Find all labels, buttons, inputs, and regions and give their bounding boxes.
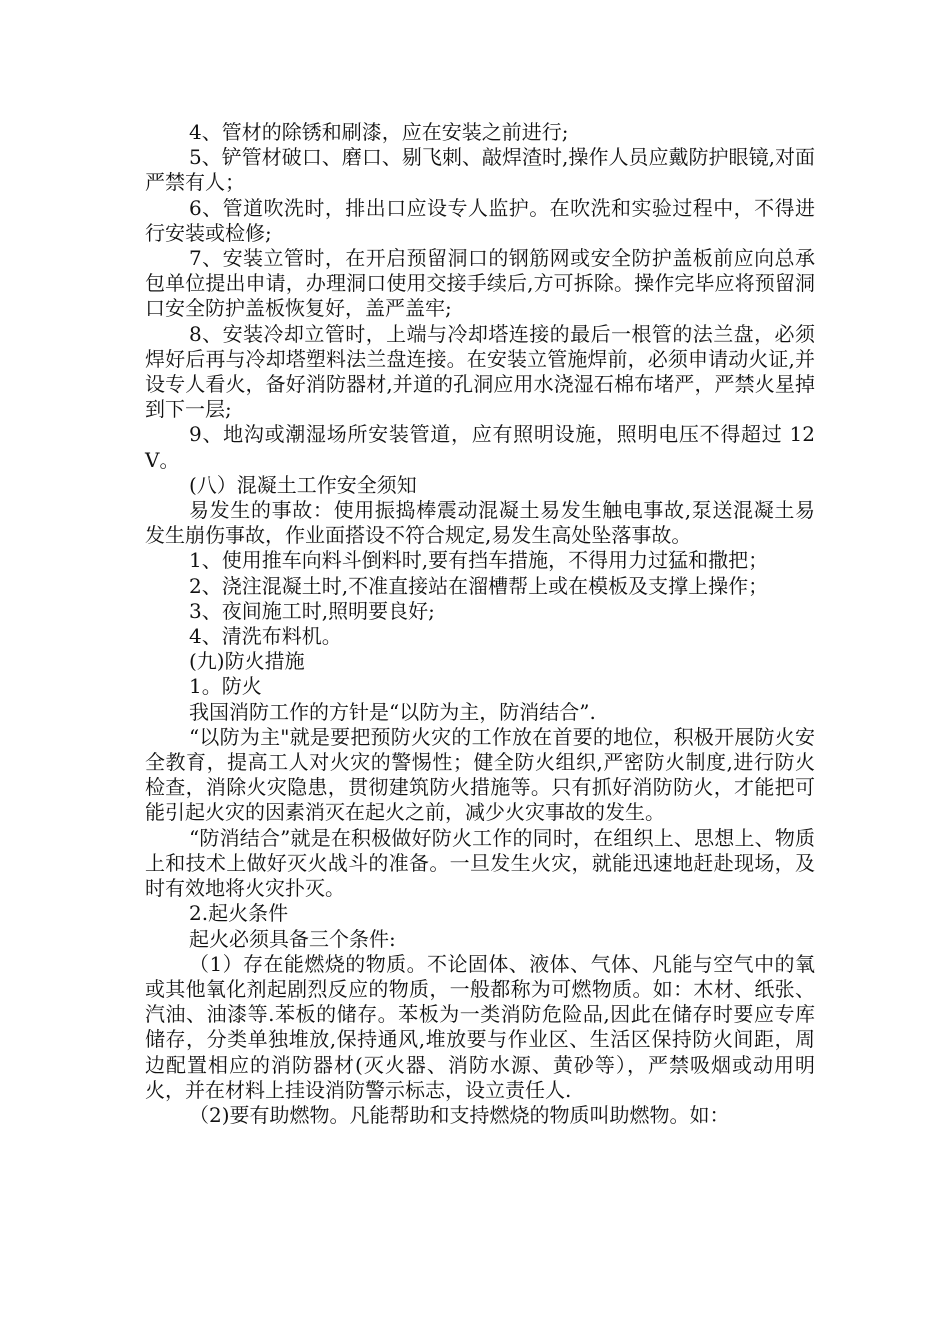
section-heading-concrete-safety: (八）混凝土工作安全须知 [189,472,417,497]
paragraph-riser-installation: 7、安装立管时，在开启预留洞口的钢筋网或安全防护盖板前应向总承包单位提出申请，办理洞口使用交接手续后,方可拆除。操作完毕应将预留洞口安全防护盖板恢复好，盖严盖牢; [145,246,815,321]
subheading-fire-prevention: 1。防火 [189,674,262,699]
paragraph-night-work-lighting: 3、夜间施工时,照明要良好; [189,598,435,623]
subheading-ignition-conditions: 2.起火条件 [189,901,289,926]
paragraph-concrete-pouring: 2、浇注混凝土时,不准直接站在溜槽帮上或在模板及支撑上操作； [189,573,769,598]
paragraph-pipe-grinding-safety: 5、铲管材破口、磨口、剔飞刺、敲焊渣时,操作人员应戴防护眼镜,对面严禁有人； [145,145,815,195]
paragraph-concrete-accidents: 易发生的事故：使用振捣棒震动混凝土易发生触电事故,泵送混凝土易发生崩伤事故，作业面搭设不符合规定,易发生高处坠落事故。 [145,498,815,548]
paragraph-three-conditions: 起火必须具备三个条件: [189,926,396,951]
paragraph-combustible-material: （1）存在能燃烧的物质。不论固体、液体、气体、凡能与空气中的氧或其他氧化剂起剧烈反应的物质，一般都称为可燃物质。如：木材、纸张、汽油、油漆等.苯板的储存。苯板为一类消防危险品,因此在储存时要应专库储存，分类单独堆放,保持通风,堆放要与作业区、生活区保持防火间距，周边配置相应的消防器材(灭火器、消防水源、黄砂等），严禁吸烟或动用明火，并在材料上挂设消防警示标志，设立责任人. [145,951,815,1102]
paragraph-trench-lighting: 9、地沟或潮湿场所安装管道，应有照明设施，照明电压不得超过 12V。 [145,422,815,472]
paragraph-pipe-flushing: 6、管道吹洗时，排出口应设专人监护。在吹洗和实验过程中，不得进行安装或检修; [145,195,815,245]
paragraph-pipe-rust-painting: 4、管材的除锈和刷漆，应在安装之前进行; [189,120,569,144]
paragraph-prevention-combination: “防消结合”就是在积极做好防火工作的同时，在组织上、思想上、物质上和技术上做好灭火战斗的准备。一旦发生火灾，就能迅速地赶赴现场，及时有效地将火灾扑灭。 [145,825,815,901]
paragraph-oxidizer: （2)要有助燃物。凡能帮助和支持燃烧的物质叫助燃物。如： [189,1102,730,1127]
paragraph-prevention-first: “以防为主"就是要把预防火灾的工作放在首要的地位，积极开展防火安全教育，提高工人对火灾的警惕性；健全防火组织,严密防火制度,进行防火检查，消除火灾隐患，贯彻建筑防火措施等。只有抓好消防防火，才能把可能引起火灾的因素消灭在起火之前，减少火灾事故的发生。 [145,724,815,825]
document-page [145,120,815,1128]
paragraph-clean-distributor: 4、清洗布料机。 [189,624,342,649]
paragraph-cart-pouring: 1、使用推车向料斗倒料时,要有挡车措施，不得用力过猛和撒把； [189,548,769,573]
paragraph-cooling-riser: 8、安装冷却立管时，上端与冷却塔连接的最后一根管的法兰盘，必须焊好后再与冷却塔塑料法兰盘连接。在安装立管施焊前，必须申请动火证,并设专人看火，备好消防器材,并道的孔洞应用水浇湿石棉布堵严，严禁火星掉到下一层; [145,321,815,422]
section-heading-fire-measures: (九)防火措施 [189,649,305,674]
paragraph-fire-policy: 我国消防工作的方针是“以防为主，防消结合”. [189,699,596,724]
